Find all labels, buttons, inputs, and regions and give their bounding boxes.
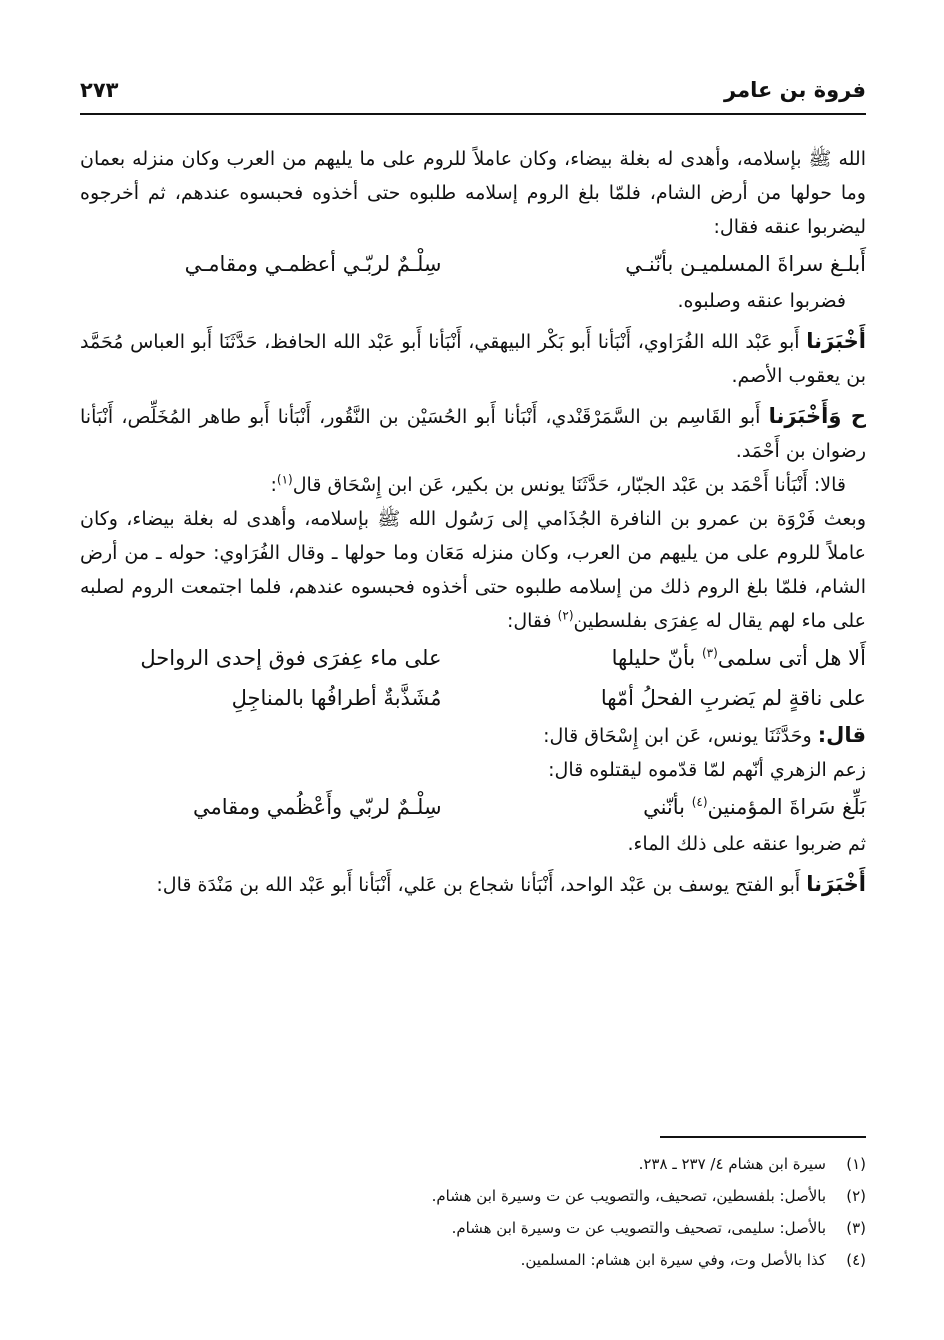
footnote-item xyxy=(80,1212,866,1244)
verse-3 xyxy=(80,678,866,718)
paragraph-5 xyxy=(80,468,866,502)
verse-4 xyxy=(80,787,866,827)
verse-2-part-a: أَلا هل أتى سلمى xyxy=(717,646,866,670)
header-divider xyxy=(80,113,866,115)
paragraph-10 xyxy=(80,867,866,902)
paragraph-8: زعم الزهري أنّهم لمّا قدّموه ليقتلوه قال: xyxy=(548,759,866,781)
verse-4-part-a: بَلِّغ سَراةَ المؤمنين xyxy=(707,795,866,819)
paragraph-6-end: فقال: xyxy=(506,610,558,632)
paragraph-1: الله ﷺ بإسلامه، وأهدى له بغلة بيضاء، وكان عاملاً للروم على ما يليهم من العرب وكان منزله بعمان وما حولها من أرض الشام، فلمّا بلغ الروم إسلامه طلبوه حتى أخذوه فحبسوه عندهم، ثم أخرجوه ليضربوا عنقه فقال: xyxy=(80,148,866,238)
main-text xyxy=(80,142,866,902)
verse-3-first-hemistich: على ناقةٍ لم يَضربِ الفحلُ أمّها xyxy=(600,686,866,710)
footnotes xyxy=(80,1148,866,1276)
paragraph-3 xyxy=(80,324,866,393)
footnote-number: (١) xyxy=(846,1155,866,1173)
paragraph-5-end: : xyxy=(270,474,277,496)
footnote-text: بالأصل: بلفسطين، تصحيف، والتصويب عن ت وسيرة ابن هشام. xyxy=(431,1187,826,1205)
verse-2-part-b: بأنّ حليلها xyxy=(611,646,702,670)
paragraph-6 xyxy=(80,502,866,638)
paragraph-4-text: أَبو القَاسِم بن السَّمَرْقَنْدي، أَنْبَأنا أَبو الحُسَيْن بن النَّقُور، أَنْبَأنا أَبو طاهر المُخَلِّص، أَنْبَأنا رضوان بن أَحْمَد. xyxy=(80,406,866,462)
paragraph-3-lead: أَخْبَرَنا xyxy=(806,329,866,353)
footnote-ref-4[interactable]: (٤) xyxy=(691,795,708,809)
footnote-ref-2[interactable]: (٢) xyxy=(557,608,574,623)
footnote-number: (٣) xyxy=(846,1219,866,1237)
running-header xyxy=(80,70,866,110)
page-number: ٢٧٣ xyxy=(80,78,119,102)
paragraph-7 xyxy=(80,718,866,753)
footnote-number: (٤) xyxy=(846,1251,866,1269)
verse-2-second-hemistich: على ماء عِفرَى فوق إحدى الرواحل xyxy=(140,646,442,670)
verse-2 xyxy=(80,638,866,678)
verse-4-part-b: بأنّني xyxy=(643,795,692,819)
verse-1-second-hemistich: سِلْـمٌ لربّـي أعظمـي ومقامـي xyxy=(184,252,442,276)
footnote-text: بالأصل: سليمى، تصحيف والتصويب عن ت وسيرة ابن هشام. xyxy=(451,1219,826,1237)
header-title: فروة بن عامر xyxy=(724,78,866,102)
paragraph-3-text: أَبو عَبْد الله الفُرَاوي، أَنْبَأنا أَبو بَكْر البيهقي، أَنْبَأنا أَبو عَبْد الله الحافظ، حَدَّثَنَا أَبو العباس مُحَمَّد بن يعقوب الأصم. xyxy=(80,331,866,387)
footnote-number: (٢) xyxy=(846,1187,866,1205)
footnote-item xyxy=(80,1244,866,1276)
verse-4-first-hemistich xyxy=(504,787,866,827)
paragraph-7-lead: قال: xyxy=(817,723,866,747)
footnote-text: سيرة ابن هشام ٤/ ٢٣٧ ـ ٢٣٨. xyxy=(638,1155,826,1173)
footnote-ref-1[interactable]: (١) xyxy=(276,472,293,487)
footnote-divider xyxy=(660,1136,866,1138)
footnote-text: كذا بالأصل وت، وفي سيرة ابن هشام: المسلمين. xyxy=(520,1251,826,1269)
paragraph-10-lead: أَخْبَرَنا xyxy=(806,872,866,896)
paragraph-9: ثم ضربوا عنقه على ذلك الماء. xyxy=(627,833,866,855)
verse-1-first-hemistich: أَبلـغ سراةَ المسلميـن بأنّنـي xyxy=(625,252,866,276)
paragraph-5-text: قالا: أَنْبَأنا أَحْمَد بن عَبْد الجبّار، حَدَّثَنَا يونس بن بكير، عَن ابن إِسْحَاق قال xyxy=(292,474,846,496)
paragraph-4 xyxy=(80,399,866,468)
verse-1 xyxy=(80,244,866,284)
verse-3-second-hemistich: مُشَذَّبةٌ أطرافُها بالمناجِلِ xyxy=(231,686,442,710)
paragraph-4-lead: ح وَأَخْبَرَنا xyxy=(768,404,866,428)
verse-4-second-hemistich: سِلْـمٌ لربّي وأَعْظُمي ومقامي xyxy=(192,795,442,819)
footnote-ref-3[interactable]: (٣) xyxy=(701,646,718,660)
footnote-item xyxy=(80,1148,866,1180)
paragraph-7-text: وحَدَّثَنَا يونس، عَن ابن إِسْحَاق قال: xyxy=(543,725,818,747)
paragraph-10-text: أَبو الفتح يوسف بن عَبْد الواحد، أَنْبَأنا شجاع بن عَلي، أَنْبَأنا أَبو عَبْد الله بن مَنْدَة قال: xyxy=(156,874,807,896)
paragraph-6-text: وبعث فَرْوَة بن عمرو بن النافرة الجُذَامي إلى رَسُول الله ﷺ بإسلامه، وأهدى له بغلة بيضاء، وكان عاملاً للروم على من يليهم من العرب، وكان منزله مَعَان وما حولها ـ وقال الفُرَاوي: حوله ـ من أرض الشام، فلمّا بلغ الروم ذلك من إسلامه طلبوه حتى أخذوه فحبسوه عندهم، فلما اجتمعت الروم لصلبه على ماء لهم يقال له عِفرَى بفلسطين xyxy=(80,508,866,632)
footnote-item xyxy=(80,1180,866,1212)
paragraph-2: فضربوا عنقه وصلبوه. xyxy=(677,290,846,312)
verse-2-first-hemistich xyxy=(504,638,866,678)
